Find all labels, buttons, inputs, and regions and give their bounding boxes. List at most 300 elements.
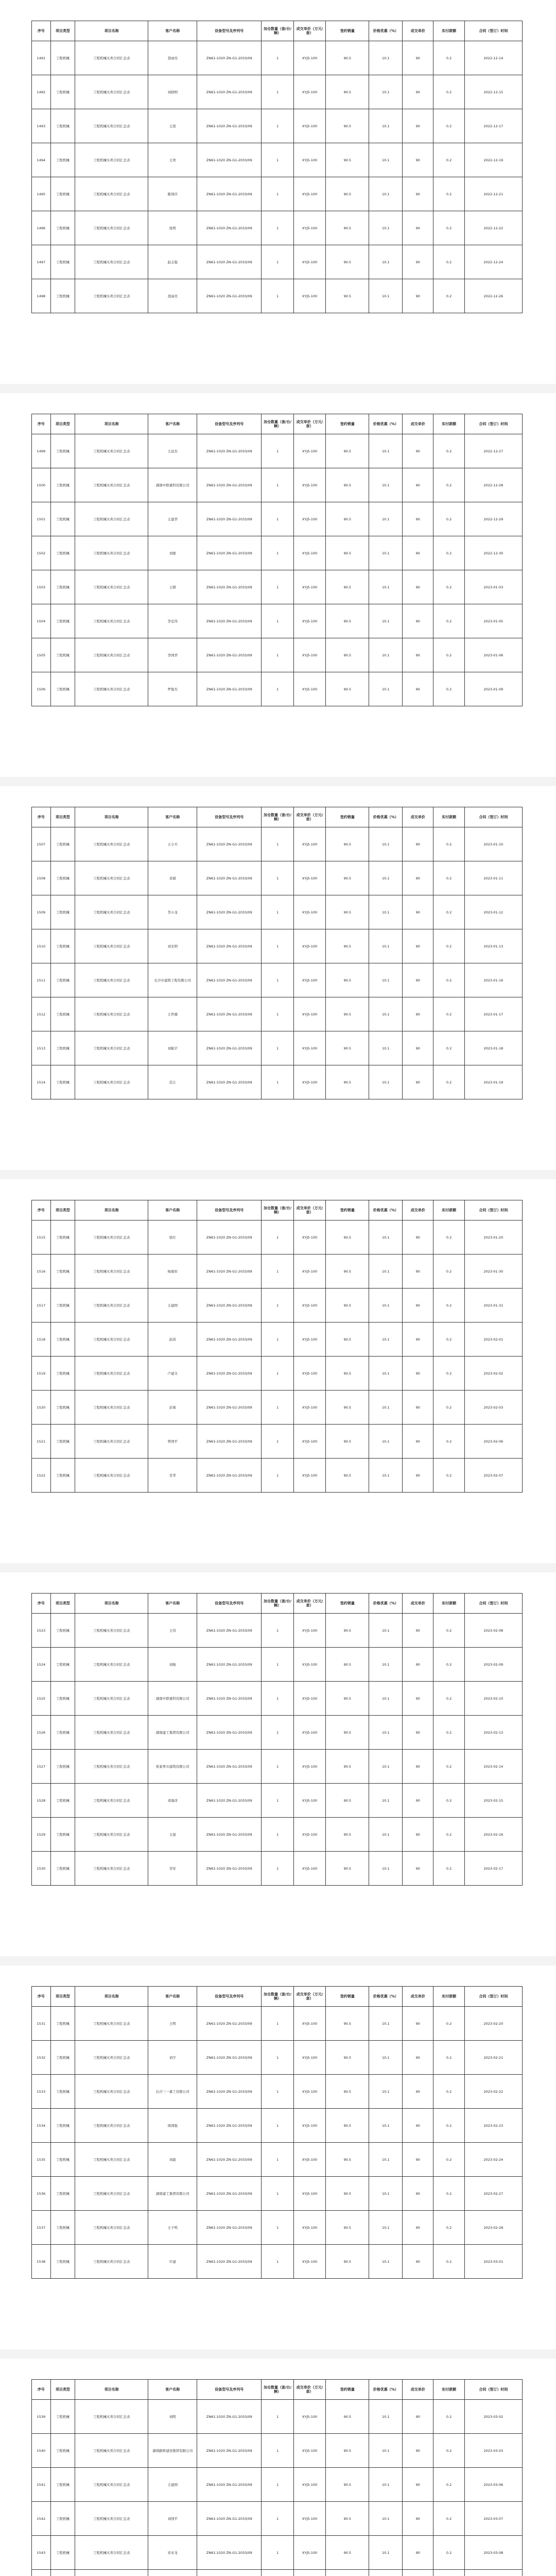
column-header: 加仓数量（套/台/辆）: [262, 1200, 294, 1221]
table-cell: 1494: [32, 143, 51, 177]
table-cell: 工程机械: [50, 2041, 75, 2075]
table-cell: 1: [262, 1255, 294, 1289]
table-cell: 2023-02-24: [464, 2143, 522, 2177]
table-cell: XYJ5-100: [293, 109, 326, 143]
table-cell: 0.2: [433, 1648, 464, 1682]
table-cell: XYJ5-100: [293, 1682, 326, 1716]
table-cell: 2023-01-09: [464, 672, 522, 706]
table-cell: 2023-02-20: [464, 2007, 522, 2041]
table-cell: 90: [403, 2075, 433, 2109]
table-cell: 1519: [32, 1357, 51, 1391]
table-cell: 1498: [32, 279, 51, 313]
table-cell: 工程机械: [50, 211, 75, 245]
table-cell: 湖南建工集团有限公司: [148, 1716, 197, 1750]
table-cell: 工程机械买卖合同汇总表: [75, 1425, 148, 1459]
table-cell: 2023-01-10: [464, 827, 522, 861]
document-page: [0, 0, 556, 393]
document-page: [0, 1572, 556, 1965]
table-cell: ZN61-1020 ZN-G1-2033/09: [197, 963, 262, 997]
table-cell: 工程机械买卖合同汇总表: [75, 570, 148, 604]
table-cell: 工程机械买卖合同汇总表: [75, 502, 148, 536]
table-cell: 工程机械: [50, 536, 75, 570]
table-cell: XYJ5-100: [293, 2041, 326, 2075]
column-header: 价格优惠（%）: [369, 1987, 403, 2007]
table-cell: 2022-12-15: [464, 75, 522, 109]
column-header: 成交单价（万元/套）: [293, 1594, 326, 1614]
table-cell: 90.5: [326, 1221, 369, 1255]
table-row: [32, 1255, 523, 1289]
table-cell: 1527: [32, 1750, 51, 1784]
table-cell: 工程机械: [50, 143, 75, 177]
table-cell: 90: [403, 1255, 433, 1289]
table-row: [32, 143, 523, 177]
table-cell: 工程机械买卖合同汇总表: [75, 177, 148, 211]
table-cell: 2022-12-26: [464, 279, 522, 313]
table-cell: 工程机械: [50, 1818, 75, 1852]
column-header: 序号: [32, 1594, 51, 1614]
table-cell: 工程机械: [50, 1391, 75, 1425]
table-cell: ZN61-1020 ZN-G1-2033/09: [197, 245, 262, 279]
table-row: [32, 502, 523, 536]
table-row: [32, 2400, 523, 2434]
table-cell: 1502: [32, 536, 51, 570]
table-cell: XYJ5-100: [293, 211, 326, 245]
table-cell: 工程机械买卖合同汇总表: [75, 895, 148, 929]
table-cell: 工程机械买卖合同汇总表: [75, 536, 148, 570]
table-cell: XYJ5-100: [293, 895, 326, 929]
column-header: 项目类型: [50, 807, 75, 827]
table-cell: 1491: [32, 41, 51, 75]
table-cell: ZN61-1020 ZN-G1-2033/09: [197, 1784, 262, 1818]
table-row: [32, 2075, 523, 2109]
table-cell: 工程机械买卖合同汇总表: [75, 1065, 148, 1099]
table-cell: 1: [262, 1852, 294, 1886]
table-cell: 90: [403, 2143, 433, 2177]
table-row: [32, 895, 523, 929]
contract-table-sheet: [31, 807, 523, 1099]
table-row: [32, 177, 523, 211]
contract-table: [31, 1200, 523, 1493]
column-header: 签约销量: [326, 2380, 369, 2400]
table-cell: 1: [262, 2007, 294, 2041]
table-cell: 刘宇: [148, 2041, 197, 2075]
table-cell: XYJ5-100: [293, 434, 326, 468]
table-cell: 1: [262, 1614, 294, 1648]
table-row: [32, 211, 523, 245]
column-header: 客户名称: [148, 1200, 197, 1221]
column-header: 项目类型: [50, 1987, 75, 2007]
table-cell: 10.1: [369, 997, 403, 1031]
table-row: [32, 2109, 523, 2143]
column-header: 设备型号及序列号: [197, 21, 262, 41]
table-cell: 2022-12-22: [464, 211, 522, 245]
table-cell: ZN61-1020 ZN-G1-2033/09: [197, 2211, 262, 2245]
column-header: 项目名称: [75, 2380, 148, 2400]
table-cell: ZN61-1020 ZN-G1-2033/09: [197, 1716, 262, 1750]
table-cell: XYJ5-100: [293, 2109, 326, 2143]
table-cell: 1: [262, 929, 294, 963]
table-cell: 90: [403, 1682, 433, 1716]
column-header: 设备型号及序列号: [197, 1200, 262, 1221]
table-cell: 90.5: [326, 1255, 369, 1289]
table-cell: 0.2: [433, 143, 464, 177]
column-header: 成交单价（万元/套）: [293, 414, 326, 434]
table-cell: 工程机械买卖合同汇总表: [75, 1716, 148, 1750]
table-cell: ZN61-1020 ZN-G1-2033/09: [197, 1852, 262, 1886]
table-cell: XYJ5-100: [293, 2007, 326, 2041]
table-cell: 0.2: [433, 41, 464, 75]
table-cell: 1510: [32, 929, 51, 963]
document-page: [0, 1965, 556, 2359]
table-cell: 工程机械买卖合同汇总表: [75, 672, 148, 706]
page-divider: [0, 1956, 556, 1965]
table-row: [32, 604, 523, 638]
table-cell: XYJ5-100: [293, 2177, 326, 2211]
table-cell: 1: [262, 1065, 294, 1099]
table-cell: 90: [403, 1065, 433, 1099]
table-cell: 10.1: [369, 1750, 403, 1784]
table-cell: 工程机械: [50, 1289, 75, 1323]
table-cell: 1525: [32, 1682, 51, 1716]
table-cell: 1: [262, 468, 294, 502]
table-cell: 工程机械买卖合同汇总表: [75, 1784, 148, 1818]
table-cell: 工程机械: [50, 279, 75, 313]
table-cell: 0.2: [433, 434, 464, 468]
table-cell: 1: [262, 536, 294, 570]
table-cell: 刘明: [148, 2400, 197, 2434]
table-cell: 10.1: [369, 2211, 403, 2245]
table-cell: 2023-01-20: [464, 1221, 522, 1255]
table-cell: 2023-02-01: [464, 1323, 522, 1357]
table-cell: 0.2: [433, 929, 464, 963]
table-cell: 工程机械: [50, 109, 75, 143]
column-header: 加仓数量（套/台/辆）: [262, 1987, 294, 2007]
table-cell: 李国华: [148, 638, 197, 672]
table-cell: ZN61-1020 ZN-G1-2033/09: [197, 109, 262, 143]
table-cell: 工程机械买卖合同汇总表: [75, 2041, 148, 2075]
column-header: 实付款额: [433, 1200, 464, 1221]
table-cell: 10.1: [369, 536, 403, 570]
table-row: [32, 2536, 523, 2570]
table-cell: 工程机械买卖合同汇总表: [75, 1818, 148, 1852]
table-cell: 1: [262, 827, 294, 861]
table-cell: 90.5: [326, 2075, 369, 2109]
table-cell: 工程机械: [50, 638, 75, 672]
table-cell: 工程机械买卖合同汇总表: [75, 1031, 148, 1065]
column-header: 序号: [32, 2380, 51, 2400]
table-cell: ZN61-1020 ZN-G1-2033/09: [197, 2468, 262, 2502]
table-cell: 0.2: [433, 1818, 464, 1852]
column-header: 成交单价（万元/套）: [293, 1200, 326, 1221]
table-cell: 工程机械买卖合同汇总表: [75, 211, 148, 245]
table-cell: 1516: [32, 1255, 51, 1289]
table-cell: 0.2: [433, 177, 464, 211]
table-cell: 赵洪: [148, 1323, 197, 1357]
table-cell: XYJ5-100: [293, 279, 326, 313]
table-cell: XYJ5-100: [293, 638, 326, 672]
table-cell: 2023-01-06: [464, 638, 522, 672]
table-row: [32, 2468, 523, 2502]
table-cell: XYJ5-100: [293, 963, 326, 997]
table-cell: 0.2: [433, 1459, 464, 1493]
table-cell: 许建: [148, 2245, 197, 2279]
table-cell: 0.2: [433, 1031, 464, 1065]
table-cell: 工程机械买卖合同汇总表: [75, 279, 148, 313]
table-row: [32, 1289, 523, 1323]
table-cell: 1: [262, 143, 294, 177]
column-header: 成交单价: [403, 1594, 433, 1614]
table-cell: 90: [403, 2468, 433, 2502]
table-cell: 1: [262, 638, 294, 672]
table-cell: 卢建文: [148, 1357, 197, 1391]
table-row: [32, 1852, 523, 1886]
table-cell: 10.1: [369, 1852, 403, 1886]
table-cell: 90: [403, 1425, 433, 1459]
table-cell: 1532: [32, 2041, 51, 2075]
table-cell: XYJ5-100: [293, 1459, 326, 1493]
page-divider: [0, 2349, 556, 2359]
table-cell: 陈国庆: [148, 177, 197, 211]
table-row: [32, 2177, 523, 2211]
table-cell: 0.2: [433, 245, 464, 279]
table-cell: XYJ5-100: [293, 2536, 326, 2570]
table-cell: ZN61-1020 ZN-G1-2033/09: [197, 1289, 262, 1323]
table-cell: 湖南建工集团有限公司: [148, 2177, 197, 2211]
table-cell: 王远杰: [148, 434, 197, 468]
column-header: 签约销量: [326, 1987, 369, 2007]
table-cell: XYJ5-100: [293, 1357, 326, 1391]
table-cell: 1537: [32, 2211, 51, 2245]
table-header-row: [32, 807, 523, 827]
table-cell: [32, 2570, 51, 2576]
column-header: 项目名称: [75, 1594, 148, 1614]
table-cell: 90.5: [326, 1031, 369, 1065]
table-cell: 黄斌: [148, 861, 197, 895]
table-cell: 90: [403, 672, 433, 706]
column-header: 合同（签订）时间: [464, 807, 522, 827]
table-cell: 1534: [32, 2109, 51, 2143]
table-cell: 90.5: [326, 1391, 369, 1425]
table-cell: ZN61-1020 ZN-G1-2033/09: [197, 177, 262, 211]
table-cell: 2022-12-19: [464, 143, 522, 177]
table-cell: XYJ5-100: [293, 861, 326, 895]
column-header: 合同（签订）时间: [464, 21, 522, 41]
table-cell: 工程机械买卖合同汇总表: [75, 2007, 148, 2041]
table-cell: 2023-01-05: [464, 604, 522, 638]
table-cell: 2023-02-21: [464, 2041, 522, 2075]
table-cell: 1496: [32, 211, 51, 245]
table-cell: ZN61-1020 ZN-G1-2033/09: [197, 41, 262, 75]
table-cell: 10.1: [369, 75, 403, 109]
column-header: 实付款额: [433, 1987, 464, 2007]
table-cell: 0.2: [433, 2041, 464, 2075]
table-row: [32, 929, 523, 963]
table-cell: 90: [403, 502, 433, 536]
table-cell: XYJ5-100: [293, 2468, 326, 2502]
table-row: [32, 1648, 523, 1682]
table-cell: 90.5: [326, 143, 369, 177]
table-cell: XYJ5-100: [293, 245, 326, 279]
table-cell: 10.1: [369, 143, 403, 177]
table-cell: 10.1: [369, 502, 403, 536]
table-cell: 0.2: [433, 1221, 464, 1255]
table-cell: 90: [403, 1289, 433, 1323]
table-row: [32, 109, 523, 143]
table-cell: 90.5: [326, 2536, 369, 2570]
table-cell: 90.5: [326, 929, 369, 963]
table-cell: 工程机械: [50, 963, 75, 997]
table-cell: 2022-12-30: [464, 536, 522, 570]
table-cell: 1531: [32, 2007, 51, 2041]
table-cell: 90.5: [326, 75, 369, 109]
table-cell: 1: [262, 1784, 294, 1818]
table-cell: 1: [262, 1391, 294, 1425]
table-cell: 1: [262, 2400, 294, 2434]
table-cell: 90.5: [326, 963, 369, 997]
column-header: 客户名称: [148, 414, 197, 434]
table-cell: ZN61-1020 ZN-G1-2033/09: [197, 997, 262, 1031]
table-cell: 1: [262, 1750, 294, 1784]
column-header: 项目类型: [50, 2380, 75, 2400]
table-cell: 90: [403, 1648, 433, 1682]
table-cell: ZN61-1020 ZN-G1-2033/09: [197, 1648, 262, 1682]
table-cell: ZN61-1020 ZN-G1-2033/09: [197, 2007, 262, 2041]
table-cell: 2023-01-16: [464, 963, 522, 997]
table-cell: 工程机械: [50, 1065, 75, 1099]
table-cell: 90: [403, 2109, 433, 2143]
table-cell: XYJ5-100: [293, 1031, 326, 1065]
table-cell: ZN61-1020 ZN-G1-2033/09: [197, 2109, 262, 2143]
table-cell: 2022-12-29: [464, 502, 522, 536]
column-header: 设备型号及序列号: [197, 807, 262, 827]
table-cell: [262, 2570, 294, 2576]
table-cell: ZN61-1020 ZN-G1-2033/09: [197, 1459, 262, 1493]
table-cell: 90.5: [326, 502, 369, 536]
table-cell: ZN61-1020 ZN-G1-2033/09: [197, 75, 262, 109]
table-cell: 工程机械买卖合同汇总表: [75, 1391, 148, 1425]
table-cell: ZN61-1020 ZN-G1-2033/09: [197, 1357, 262, 1391]
table-cell: XYJ5-100: [293, 1425, 326, 1459]
table-cell: 90: [403, 1818, 433, 1852]
column-header: 加仓数量（套/台/辆）: [262, 807, 294, 827]
table-row: [32, 2143, 523, 2177]
table-cell: 1539: [32, 2400, 51, 2434]
table-cell: 1499: [32, 434, 51, 468]
table-cell: 2022-12-17: [464, 109, 522, 143]
table-cell: 0.2: [433, 2245, 464, 2279]
column-header: 合同（签订）时间: [464, 414, 522, 434]
table-cell: 90: [403, 1031, 433, 1065]
contract-table: [31, 2379, 523, 2576]
table-cell: 0.2: [433, 963, 464, 997]
table-cell: 2023-02-02: [464, 1357, 522, 1391]
table-cell: 90: [403, 929, 433, 963]
table-cell: 90.5: [326, 1784, 369, 1818]
table-cell: 2023-01-12: [464, 895, 522, 929]
table-cell: 90.5: [326, 2245, 369, 2279]
table-row: [32, 1614, 523, 1648]
table-cell: 工程机械买卖合同汇总表: [75, 41, 148, 75]
column-header: 价格优惠（%）: [369, 1594, 403, 1614]
column-header: 设备型号及序列号: [197, 414, 262, 434]
table-cell: 10.1: [369, 2536, 403, 2570]
table-cell: 1526: [32, 1716, 51, 1750]
table-cell: 1522: [32, 1459, 51, 1493]
table-cell: 90.5: [326, 2177, 369, 2211]
column-header: 价格优惠（%）: [369, 21, 403, 41]
table-cell: 0.2: [433, 2434, 464, 2468]
table-cell: 湖南中联重科有限公司: [148, 468, 197, 502]
table-cell: 2023-03-03: [464, 2434, 522, 2468]
table-row: [32, 2211, 523, 2245]
table-cell: 0.2: [433, 2075, 464, 2109]
table-cell: XYJ5-100: [293, 2211, 326, 2245]
page-divider: [0, 1170, 556, 1179]
column-header: 成交单价: [403, 21, 433, 41]
column-header: 项目类型: [50, 1594, 75, 1614]
table-header-row: [32, 21, 523, 41]
table-cell: 90.5: [326, 2007, 369, 2041]
column-header: 价格优惠（%）: [369, 1200, 403, 1221]
table-cell: 90: [403, 1357, 433, 1391]
table-cell: ZN61-1020 ZN-G1-2033/09: [197, 1391, 262, 1425]
column-header: 签约销量: [326, 1594, 369, 1614]
table-cell: 0.2: [433, 827, 464, 861]
table-cell: ZN61-1020 ZN-G1-2033/09: [197, 638, 262, 672]
table-cell: 10.1: [369, 1716, 403, 1750]
table-cell: 1536: [32, 2177, 51, 2211]
table-cell: 10.1: [369, 638, 403, 672]
table-cell: 1: [262, 861, 294, 895]
table-cell: XYJ5-100: [293, 1255, 326, 1289]
table-cell: 10.1: [369, 1425, 403, 1459]
table-cell: [75, 2570, 148, 2576]
table-cell: XYJ5-100: [293, 1065, 326, 1099]
table-cell: 罗俊杰: [148, 672, 197, 706]
table-row: [32, 2041, 523, 2075]
column-header: 成交单价（万元/套）: [293, 21, 326, 41]
table-cell: 1533: [32, 2075, 51, 2109]
table-row: [32, 1391, 523, 1425]
column-header: 签约销量: [326, 21, 369, 41]
table-cell: 90: [403, 1221, 433, 1255]
table-cell: 工程机械买卖合同汇总表: [75, 1255, 148, 1289]
table-row: [32, 2570, 523, 2576]
table-cell: 1518: [32, 1323, 51, 1357]
table-cell: 0.2: [433, 2211, 464, 2245]
column-header: 实付款额: [433, 807, 464, 827]
table-cell: 90: [403, 827, 433, 861]
table-cell: 10.1: [369, 570, 403, 604]
table-cell: ZN61-1020 ZN-G1-2033/09: [197, 1682, 262, 1716]
table-cell: 0.2: [433, 1716, 464, 1750]
table-cell: 1505: [32, 638, 51, 672]
table-cell: 90.5: [326, 638, 369, 672]
table-cell: XYJ5-100: [293, 570, 326, 604]
table-cell: 2022-12-28: [464, 468, 522, 502]
table-cell: 2023-03-07: [464, 2502, 522, 2536]
table-cell: 工程机械买卖合同汇总表: [75, 963, 148, 997]
table-cell: 0.2: [433, 2400, 464, 2434]
table-cell: 2023-02-10: [464, 1682, 522, 1716]
table-cell: 90.5: [326, 1852, 369, 1886]
table-cell: 工程机械买卖合同汇总表: [75, 2109, 148, 2143]
table-cell: 工程机械: [50, 570, 75, 604]
table-row: [32, 2245, 523, 2279]
table-cell: 1: [262, 1716, 294, 1750]
table-cell: ZN61-1020 ZN-G1-2033/09: [197, 2434, 262, 2468]
table-row: [32, 1425, 523, 1459]
